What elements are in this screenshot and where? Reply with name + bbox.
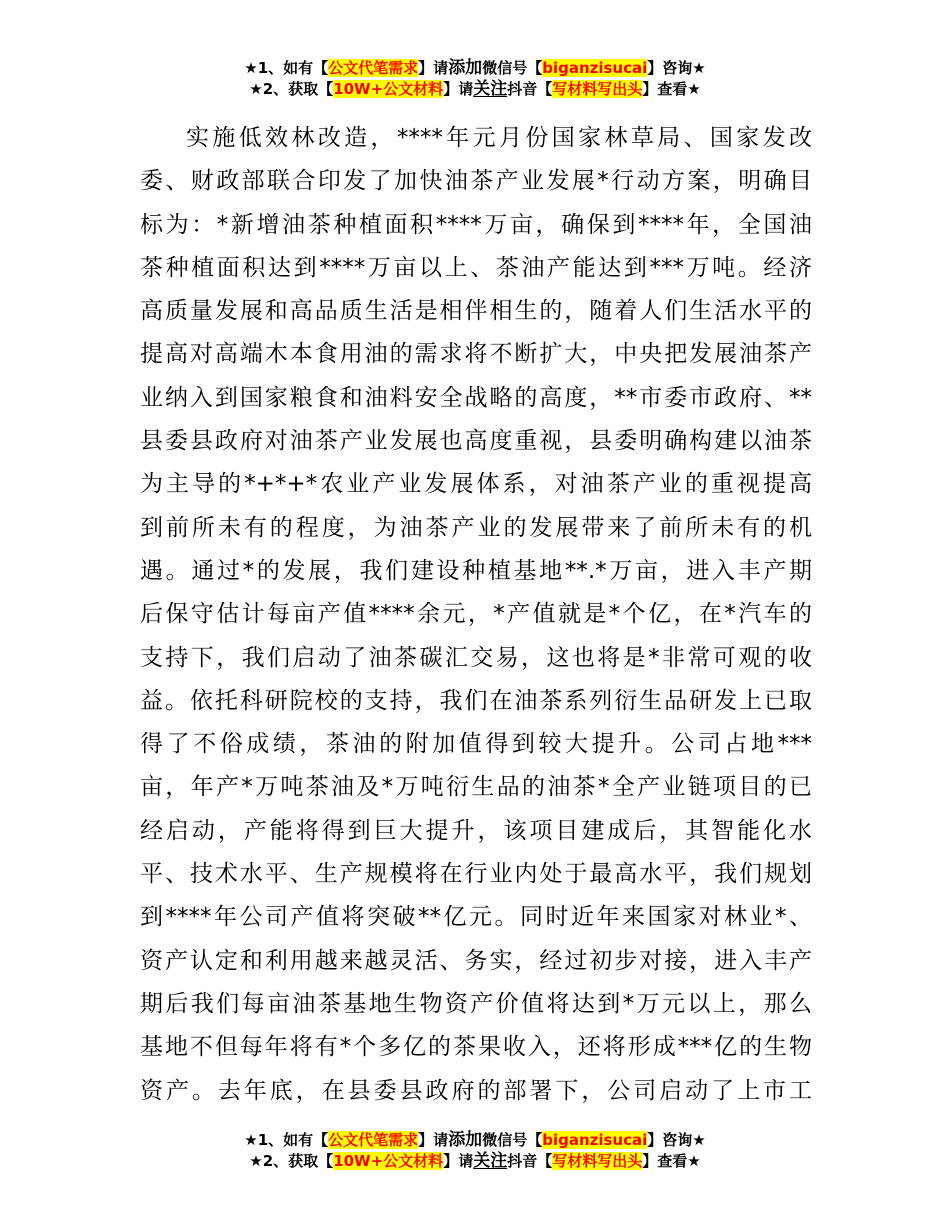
banner-line-1: ★1、如有【公文代笔需求】请添加微信号【biganzisucai】咨询★ — [244, 1130, 706, 1150]
document-body — [140, 117, 812, 1113]
body-line: 亩，年产*万吨茶油及*万吨衍生品的油茶*全产业链项目的已 — [140, 774, 812, 801]
body-line: 高质量发展和高品质生活是相伴相生的，随着人们生活水平的 — [140, 298, 812, 325]
banner-line-2: ★2、获取【10W+公文材料】请关注抖音【写材料写出头】查看★ — [249, 79, 701, 99]
body-line: 期后我们每亩油茶基地生物资产价值将达到*万元以上，那么 — [140, 990, 812, 1017]
body-line: 资产。去年底，在县委县政府的部署下，公司启动了上市工 — [140, 1077, 812, 1104]
body-line: 实施低效林改造，****年元月份国家林草局、国家发改 — [186, 125, 812, 151]
body-line: 遇。通过*的发展，我们建设种植基地**.*万亩，进入丰产期 — [140, 557, 812, 584]
banner-highlight-douyin: 写材料写出头 — [552, 1152, 643, 1170]
banner-line-1: ★1、如有【公文代笔需求】请添加微信号【biganzisucai】咨询★ — [244, 58, 706, 78]
body-line: 茶种植面积达到****万亩以上、茶油产能达到***万吨。经济 — [140, 254, 812, 281]
body-line: 到前所未有的程度，为油茶产业的发展带来了前所未有的机 — [140, 514, 812, 541]
body-line: 后保守估计每亩产值****余元，*产值就是*个亿，在*汽车的 — [140, 601, 812, 628]
body-line: 业纳入到国家粮食和油料安全战略的高度，**市委市政府、** — [140, 384, 812, 411]
body-line: 委、财政部联合印发了加快油茶产业发展*行动方案，明确目 — [140, 168, 812, 195]
banner-highlight-service: 公文代笔需求 — [328, 1131, 419, 1149]
banner-highlight-materials: 10W+公文材料 — [333, 80, 444, 98]
body-line: 基地不但每年将有*个多亿的茶果收入，还将形成***亿的生物 — [140, 1034, 812, 1061]
banner-highlight-wechat: biganzisucai — [542, 59, 648, 77]
body-line: 资产认定和利用越来越灵活、务实，经过初步对接，进入丰产 — [140, 947, 812, 974]
banner-highlight-service: 公文代笔需求 — [328, 59, 419, 77]
body-line: 得了不俗成绩，茶油的附加值得到较大提升。公司占地*** — [140, 731, 812, 758]
body-line: 县委县政府对油茶产业发展也高度重视，县委明确构建以油茶 — [140, 428, 812, 455]
header-banner — [0, 58, 950, 100]
body-line: 提高对高端木本食用油的需求将不断扩大，中央把发展油茶产 — [140, 341, 812, 368]
banner-line-2: ★2、获取【10W+公文材料】请关注抖音【写材料写出头】查看★ — [249, 1151, 701, 1171]
body-line: 为主导的*+*+*农业产业发展体系，对油茶产业的重视提高 — [140, 471, 812, 498]
banner-highlight-materials: 10W+公文材料 — [333, 1152, 444, 1170]
body-line: 平、技术水平、生产规模将在行业内处于最高水平，我们规划 — [140, 861, 812, 888]
banner-highlight-wechat: biganzisucai — [542, 1131, 648, 1149]
body-line: 标为：*新增油茶种植面积****万亩，确保到****年，全国油 — [140, 211, 812, 238]
footer-banner — [0, 1130, 950, 1172]
body-line: 经启动，产能将得到巨大提升，该项目建成后，其智能化水 — [140, 817, 812, 844]
body-line: 支持下，我们启动了油茶碳汇交易，这也将是*非常可观的收 — [140, 644, 812, 671]
banner-highlight-douyin: 写材料写出头 — [552, 80, 643, 98]
body-line: 益。依托科研院校的支持，我们在油茶系列衍生品研发上已取 — [140, 687, 812, 714]
body-line: 到****年公司产值将突破**亿元。同时近年来国家对林业*、 — [140, 904, 812, 931]
